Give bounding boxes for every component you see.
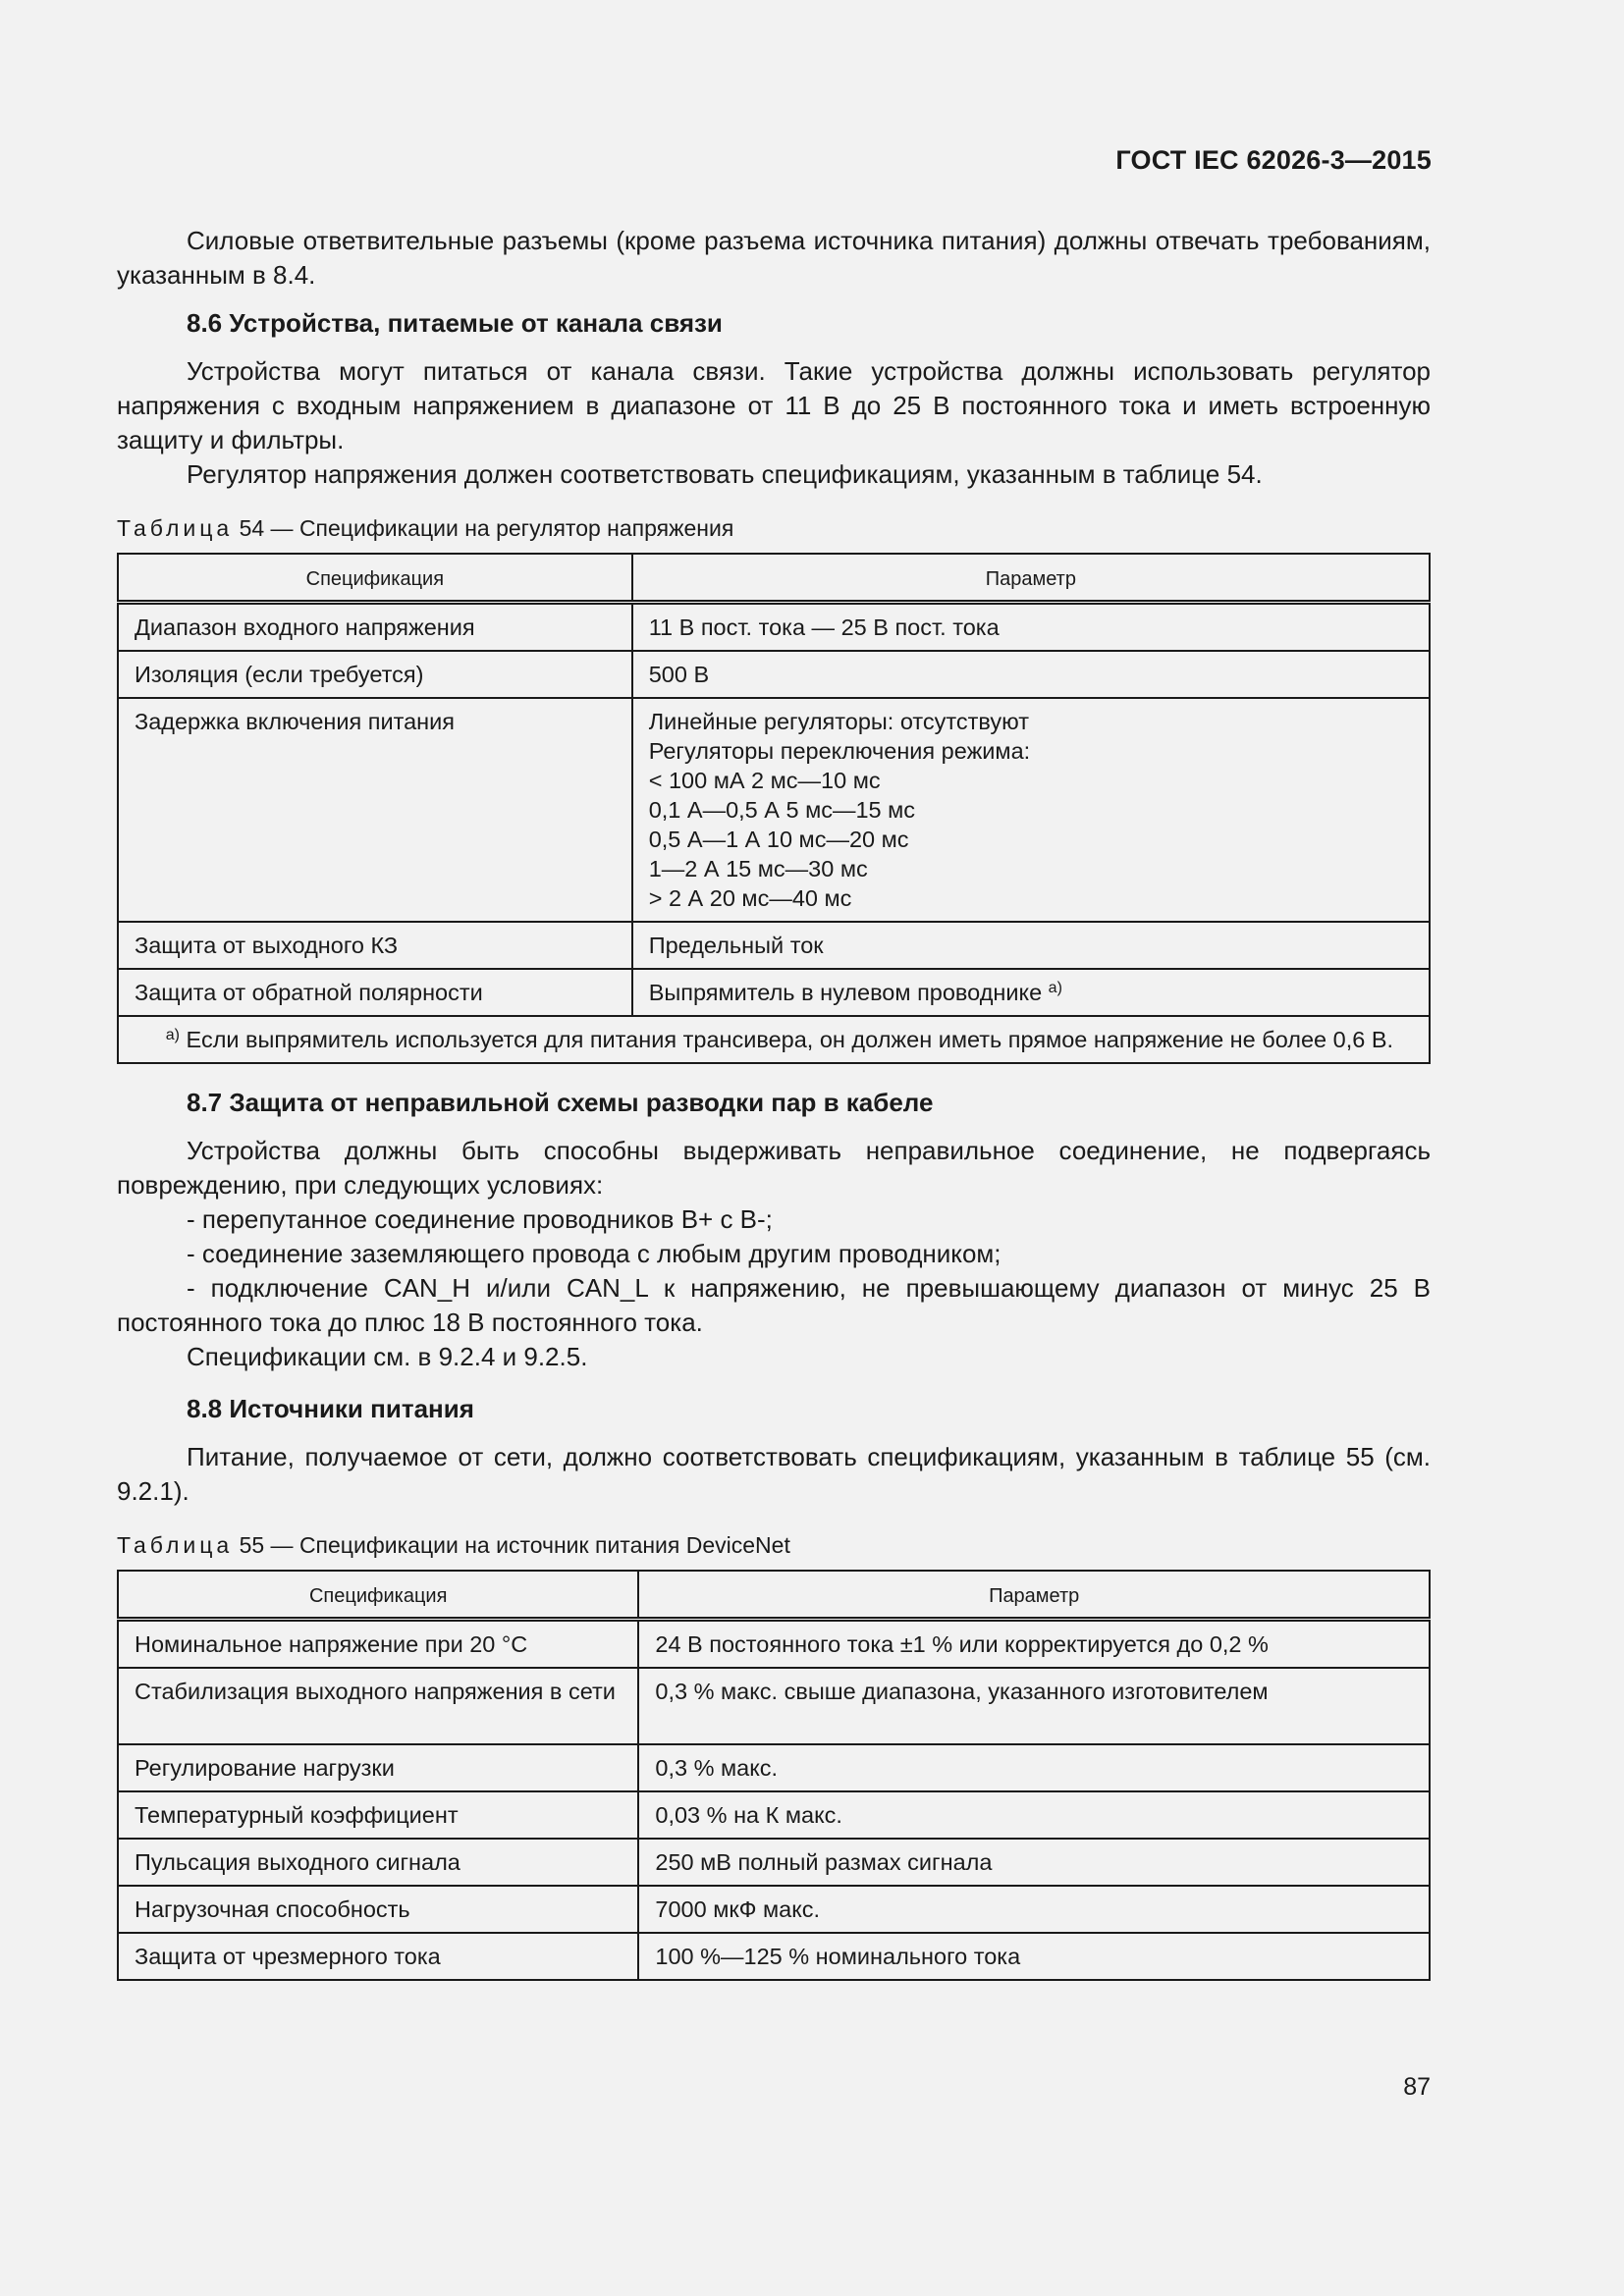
table-row [118,1620,1430,1669]
spec-cell: Температурный коэффициент [118,1791,638,1839]
column-header-spec: Спецификация [118,1571,638,1620]
table-54 [117,553,1431,1064]
column-header-param: Параметр [632,554,1430,603]
section-8-7-reference: Спецификации см. в 9.2.4 и 9.2.5. [187,1342,588,1371]
table-row [118,603,1430,652]
table-row [118,922,1430,969]
param-cell: 100 %—125 % номинального тока [638,1933,1430,1980]
section-8-6-paragraph-2: Регулятор напряжения должен соответствовать спецификациям, указанным в таблице 54. [187,459,1263,489]
page-content [117,224,1431,1981]
table-54-caption-prefix: Таблица [117,515,234,541]
table-row [118,1744,1430,1791]
spec-cell: Пульсация выходного сигнала [118,1839,638,1886]
table-footnote-row [118,1016,1430,1063]
table-row [118,651,1430,698]
table-55-caption [117,1530,1431,1560]
footnote-text: Если выпрямитель используется для питания трансивера, он должен иметь прямое напряжение не более 0,6 В. [180,1027,1394,1052]
param-line: 1—2 А 15 мс—30 мс [648,856,868,881]
param-cell: 500 В [632,651,1430,698]
section-8-7-list-item: - перепутанное соединение проводников В+ с В-; [187,1204,773,1234]
table-row [118,1886,1430,1933]
table-55-caption-prefix: Таблица [117,1532,234,1558]
table-55-caption-title: 55 — Спецификации на источник питания DeviceNet [233,1532,790,1558]
spec-cell: Защита от выходного КЗ [118,922,632,969]
param-cell: 250 мВ полный размах сигнала [638,1839,1430,1886]
spec-cell: Защита от обратной полярности [118,969,632,1016]
spec-cell: Регулирование нагрузки [118,1744,638,1791]
table-54-caption-title: 54 — Спецификации на регулятор напряжения [233,515,734,541]
table-54-caption [117,513,1431,543]
section-8-7-heading: 8.7 Защита от неправильной схемы разводки пар в кабеле [187,1088,934,1117]
spec-cell: Защита от чрезмерного тока [118,1933,638,1980]
section-8-7-list-item: - подключение CAN_H и/или CAN_L к напряжению, не превышающему диапазон от минус 25 В постоянного тока до плюс 18 В постоянного тока. [117,1273,1431,1337]
table-header-row [118,1571,1430,1620]
param-line: 0,1 А—0,5 А 5 мс—15 мс [648,797,916,823]
table-row [118,1839,1430,1886]
intro-paragraph: Силовые ответвительные разъемы (кроме разъема источника питания) должны отвечать требованиям, указанным в 8.4. [117,226,1431,290]
param-cell: 0,3 % макс. свыше диапазона, указанного изготовителем [638,1668,1430,1744]
param-cell [632,698,1430,922]
param-line: Линейные регуляторы: отсутствуют [648,709,1030,734]
section-8-6-paragraph-1: Устройства могут питаться от канала связи. Такие устройства должны использовать регулятор напряжения с входным напряжением в диапазоне от 11 В до 25 В постоянного тока и иметь встроенную защиту и фильтры. [117,356,1431,454]
param-line: > 2 А 20 мс—40 мс [648,885,852,911]
column-header-param: Параметр [638,1571,1430,1620]
param-cell: 0,03 % на К макс. [638,1791,1430,1839]
table-row [118,1668,1430,1744]
spec-cell: Номинальное напряжение при 20 °C [118,1620,638,1669]
spec-cell: Задержка включения питания [118,698,632,922]
column-header-spec: Спецификация [118,554,632,603]
section-8-6-heading: 8.6 Устройства, питаемые от канала связи [187,308,723,338]
param-cell: Предельный ток [632,922,1430,969]
section-8-7-list-item: - соединение заземляющего провода с любым другим проводником; [187,1239,1001,1268]
param-cell: 0,3 % макс. [638,1744,1430,1791]
param-cell: 11 В пост. тока — 25 В пост. тока [632,603,1430,652]
table-footnote [118,1016,1430,1063]
table-header-row [118,554,1430,603]
section-8-8-paragraph: Питание, получаемое от сети, должно соответствовать спецификациям, указанным в таблице 55 (см. 9.2.1). [117,1442,1431,1506]
param-cell: 24 В постоянного тока ±1 % или корректируется до 0,2 % [638,1620,1430,1669]
param-cell [632,969,1430,1016]
standard-code-header: ГОСТ IEC 62026-3—2015 [1115,145,1432,175]
param-line: < 100 мА 2 мс—10 мс [648,768,881,793]
table-55 [117,1570,1431,1981]
section-8-7-paragraph: Устройства должны быть способны выдерживать неправильное соединение, не подвергаясь повреждению, при следующих условиях: [117,1136,1431,1200]
section-8-8-heading: 8.8 Источники питания [187,1394,474,1423]
table-row [118,698,1430,922]
param-line: Регуляторы переключения режима: [648,738,1031,764]
spec-cell: Стабилизация выходного напряжения в сети [118,1668,638,1744]
param-line: 0,5 А—1 А 10 мс—20 мс [648,827,909,852]
table-row [118,1791,1430,1839]
param-text: Выпрямитель в нулевом проводнике [648,980,1049,1005]
spec-cell: Нагрузочная способность [118,1886,638,1933]
table-row [118,1933,1430,1980]
param-cell: 7000 мкФ макс. [638,1886,1430,1933]
footnote-reference: а) [1048,980,1062,996]
footnote-marker: а) [165,1027,180,1043]
footnote-marker-wrap [135,1025,180,1054]
page-number: 87 [1403,2073,1431,2101]
table-row [118,969,1430,1016]
spec-cell: Диапазон входного напряжения [118,603,632,652]
spec-cell: Изоляция (если требуется) [118,651,632,698]
